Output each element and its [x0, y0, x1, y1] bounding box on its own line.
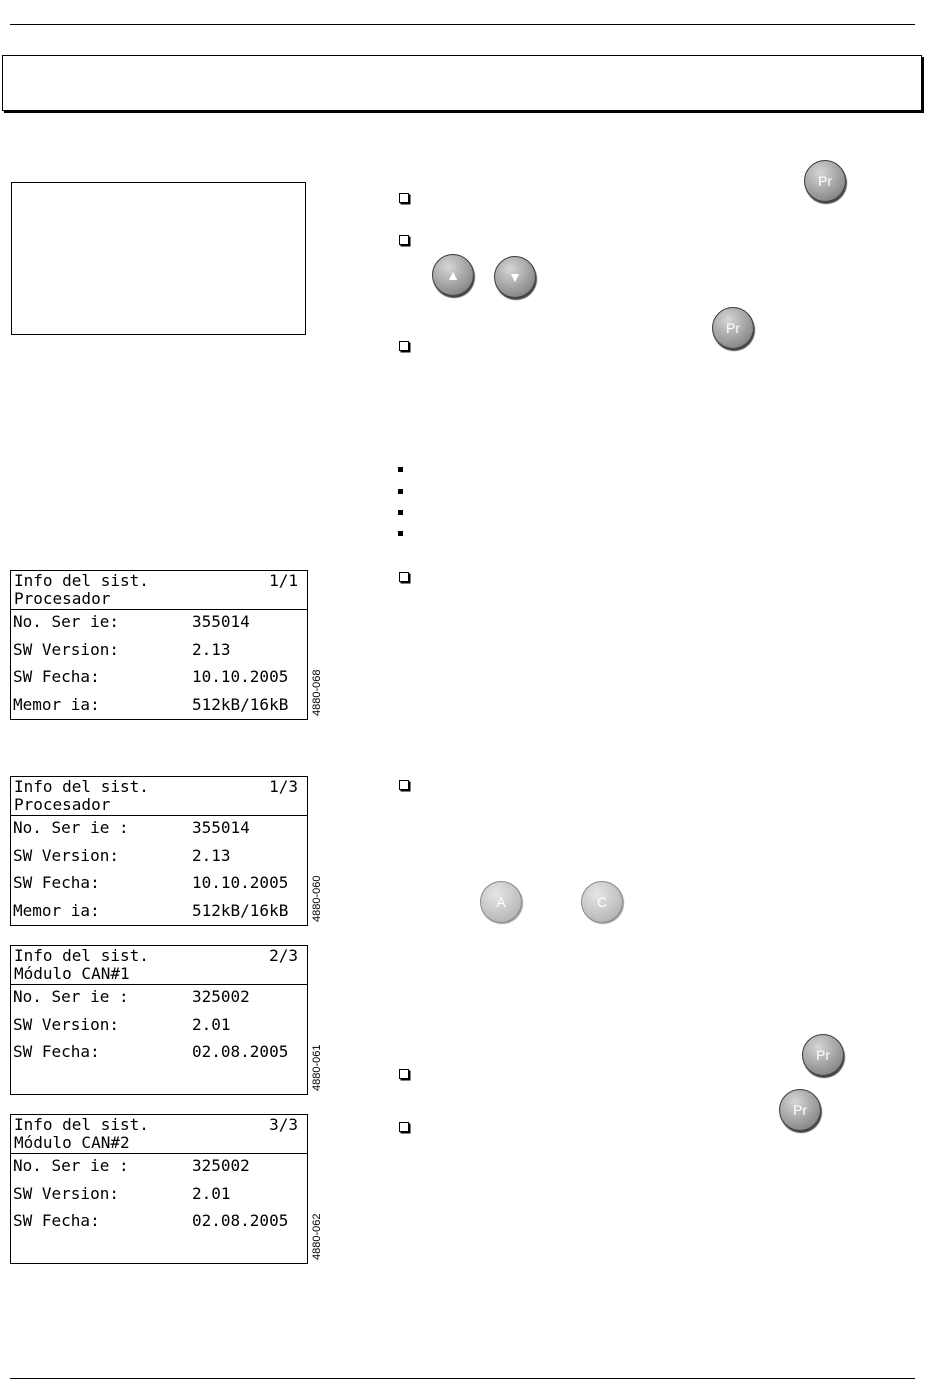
checkbox-bullet-icon: [399, 1122, 409, 1132]
row-label: SW Fecha:: [13, 873, 100, 892]
row-value: 2.01: [192, 1014, 231, 1034]
figure-number: 4880-060: [311, 875, 323, 922]
lcd-page-indicator: 2/3: [269, 946, 298, 965]
row-value: 02.08.2005: [192, 1211, 289, 1230]
pr-key-icon: Pr: [712, 307, 754, 349]
row-label: SW Fecha:: [13, 1042, 100, 1061]
row-label: SW Version:: [13, 845, 119, 865]
title-frame: [2, 55, 922, 111]
checkbox-bullet-icon: [399, 235, 409, 245]
lcd-row: [11, 610, 307, 638]
lcd-subtitle: Módulo CAN#2: [14, 1133, 130, 1152]
lcd-display-3: [10, 945, 308, 1095]
row-value: 325002: [192, 1156, 250, 1175]
blank-display-frame: [11, 182, 306, 335]
square-bullet-icon: [398, 510, 403, 515]
lcd-row: [11, 1154, 307, 1182]
row-value: 355014: [192, 612, 250, 631]
lcd-title: Info del sist.: [14, 571, 149, 590]
checkbox-bullet-icon: [399, 572, 409, 582]
c-key-icon: C: [581, 881, 623, 923]
lcd-page-indicator: 3/3: [269, 1115, 298, 1134]
lcd-row: [11, 1209, 307, 1237]
row-value: 10.10.2005: [192, 873, 289, 892]
lcd-header: [11, 571, 307, 610]
row-value: 2.01: [192, 1183, 231, 1203]
pr-key-icon: Pr: [779, 1089, 821, 1131]
lcd-subtitle: Módulo CAN#1: [14, 964, 130, 983]
lcd-row: [11, 1040, 307, 1068]
row-label: SW Fecha:: [13, 1211, 100, 1230]
checkbox-bullet-icon: [399, 341, 409, 351]
pr-key-icon: Pr: [804, 160, 846, 202]
figure-number: 4880-062: [311, 1213, 323, 1260]
row-value: 325002: [192, 987, 250, 1006]
square-bullet-icon: [398, 531, 403, 536]
lcd-header: [11, 946, 307, 985]
lcd-row: [11, 693, 307, 721]
top-rule: [10, 24, 915, 25]
row-label: No. Ser ie :: [13, 818, 129, 837]
row-value: 512kB/16kB: [192, 694, 289, 714]
checkbox-bullet-icon: [399, 780, 409, 790]
row-label: Memor ia:: [13, 900, 100, 920]
lcd-header: [11, 777, 307, 816]
row-value: 355014: [192, 818, 250, 837]
row-label: SW Fecha:: [13, 667, 100, 686]
lcd-subtitle: Procesador: [14, 795, 111, 814]
lcd-row: [11, 985, 307, 1013]
figure-number: 4880-061: [311, 1044, 323, 1091]
lcd-title: Info del sist.: [14, 946, 149, 965]
lcd-row: [11, 638, 307, 666]
row-label: No. Ser ie :: [13, 987, 129, 1006]
checkbox-bullet-icon: [399, 1069, 409, 1079]
row-label: SW Version:: [13, 1183, 119, 1203]
lcd-row: [11, 871, 307, 899]
square-bullet-icon: [398, 489, 403, 494]
lcd-row: [11, 899, 307, 927]
row-value: 2.13: [192, 845, 231, 865]
lcd-display-4: [10, 1114, 308, 1264]
row-label: SW Version:: [13, 639, 119, 659]
row-value: 10.10.2005: [192, 667, 289, 686]
pr-key-icon: Pr: [802, 1034, 844, 1076]
lcd-title: Info del sist.: [14, 1115, 149, 1134]
lcd-row: [11, 816, 307, 844]
bottom-rule: [10, 1378, 915, 1379]
row-label: Memor ia:: [13, 694, 100, 714]
lcd-title: Info del sist.: [14, 777, 149, 796]
figure-number: 4880-068: [311, 669, 323, 716]
square-bullet-icon: [398, 467, 403, 472]
lcd-row: [11, 1013, 307, 1041]
lcd-row: [11, 665, 307, 693]
lcd-display-2: [10, 776, 308, 926]
checkbox-bullet-icon: [399, 193, 409, 203]
up-arrow-key-icon: ▲: [432, 254, 474, 296]
row-value: 02.08.2005: [192, 1042, 289, 1061]
row-label: No. Ser ie:: [13, 612, 119, 631]
lcd-row: [11, 1182, 307, 1210]
lcd-page-indicator: 1/3: [269, 777, 298, 796]
lcd-display-1: [10, 570, 308, 720]
row-label: SW Version:: [13, 1014, 119, 1034]
row-value: 512kB/16kB: [192, 900, 289, 920]
lcd-page-indicator: 1/1: [269, 571, 298, 590]
down-arrow-key-icon: ▼: [494, 256, 536, 298]
a-key-icon: A: [480, 881, 522, 923]
row-label: No. Ser ie :: [13, 1156, 129, 1175]
lcd-header: [11, 1115, 307, 1154]
lcd-subtitle: Procesador: [14, 589, 111, 608]
lcd-row: [11, 844, 307, 872]
row-value: 2.13: [192, 639, 231, 659]
